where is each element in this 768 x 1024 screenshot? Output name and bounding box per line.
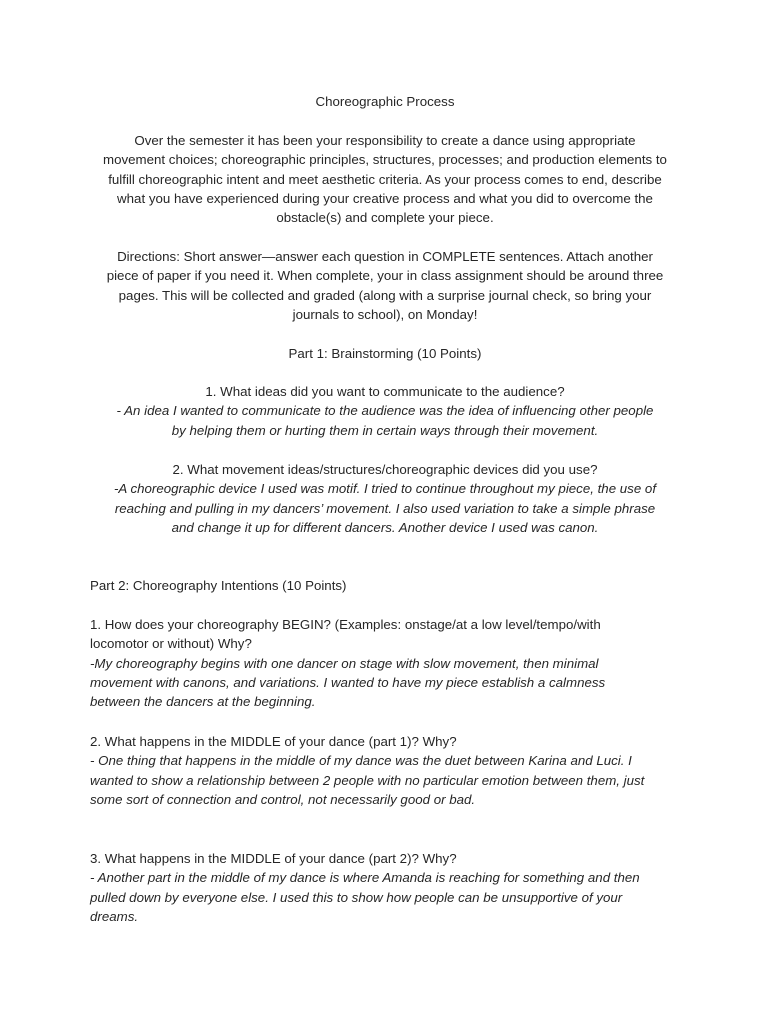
question-text: 1. How does your choreography BEGIN? (Examples: onstage/at a low level/tempo/with [90, 617, 601, 632]
intro-line: movement choices; choreographic principles, structures, processes; and production elements to [103, 152, 667, 168]
question-text: 2. What happens in the MIDDLE of your dance (part 1)? Why? [90, 734, 457, 749]
question-text: locomotor or without) Why? [90, 636, 252, 652]
answer-line: - One thing that happens in the middle of my dance was the duet between Karina and Luci. I [90, 753, 632, 769]
answer-line: between the dancers at the beginning. [90, 694, 316, 710]
part2-question-2 [90, 732, 690, 809]
answer-line: and change it up for different dancers. Another device I used was canon. [171, 519, 599, 535]
directions-line: journals to school), on Monday! [292, 306, 478, 322]
answer-line: - Another part in the middle of my dance is where Amanda is reaching for something and then [90, 870, 640, 886]
answer-line: dreams. [90, 908, 139, 924]
answer-line: some sort of connection and control, not necessarily good or bad. [90, 791, 476, 807]
directions-line: piece of paper if you need it. When complete, your in class assignment should be around three [106, 268, 664, 284]
answer-line: wanted to show a relationship between 2 people with no particular emotion between them, just [90, 772, 645, 788]
intro-paragraph [90, 131, 680, 227]
part2-question-1 [90, 615, 690, 711]
document-title [90, 92, 680, 111]
directions-paragraph [90, 247, 680, 324]
intro-line: fulfill choreographic intent and meet aesthetic criteria. As your process comes to end, describe [108, 171, 662, 187]
question-text: 2. What movement ideas/structures/choreographic devices did you use? [172, 462, 598, 477]
intro-line: obstacle(s) and complete your piece. [276, 210, 494, 226]
part2-heading [90, 576, 690, 595]
part1-question-2 [90, 460, 680, 537]
question-text: 3. What happens in the MIDDLE of your dance (part 2)? Why? [90, 851, 457, 866]
intro-line: what you have experienced during your creative process and what you did to overcome the [117, 190, 653, 206]
answer-line: reaching and pulling in my dancers’ movement. I also used variation to take a simple phrase [114, 500, 656, 516]
answer-line: pulled down by everyone else. I used this to show how people can be unsupportive of your [90, 889, 623, 905]
answer-line: - An idea I wanted to communicate to the audience was the idea of influencing other people [116, 403, 654, 419]
directions-line: pages. This will be collected and graded (along with a surprise journal check, so bring your [118, 287, 652, 303]
question-text: 1. What ideas did you want to communicate to the audience? [205, 384, 565, 399]
part1-question-1 [90, 382, 680, 440]
answer-line: -My choreography begins with one dancer on stage with slow movement, then minimal [90, 655, 599, 671]
answer-line: -A choreographic device I used was motif. I tried to continue throughout my piece, the use of [113, 481, 657, 497]
answer-line: by helping them or hurting them in certain ways through their movement. [171, 422, 599, 438]
directions-line: Directions: Short answer—answer each question in COMPLETE sentences. Attach another [117, 249, 653, 264]
intro-line: Over the semester it has been your responsibility to create a dance using appropriate [134, 133, 636, 148]
part2-question-3 [90, 849, 690, 926]
part1-heading-text: Part 1: Brainstorming (10 Points) [288, 346, 482, 361]
answer-line: movement with canons, and variations. I wanted to have my piece establish a calmness [90, 674, 606, 690]
title-text: Choreographic Process [315, 94, 455, 109]
part2-heading-text: Part 2: Choreography Intentions (10 Points) [90, 578, 347, 593]
part1-heading [90, 344, 680, 363]
